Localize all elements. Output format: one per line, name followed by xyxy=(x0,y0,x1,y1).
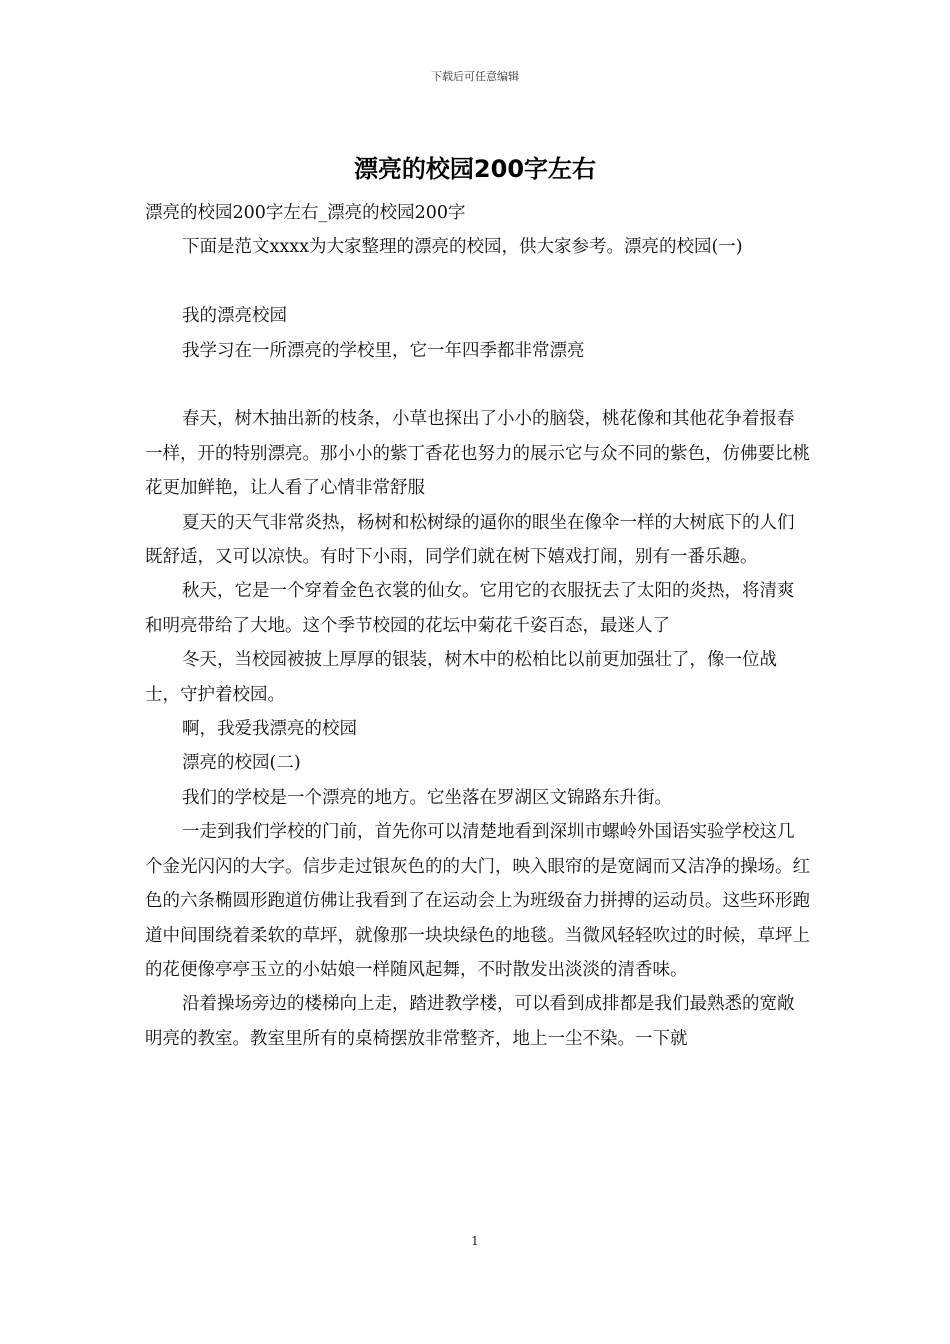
opening-sentence: 我学习在一所漂亮的学校里，它一年四季都非常漂亮 xyxy=(182,340,585,361)
blank-line xyxy=(145,265,810,299)
document-body xyxy=(145,196,810,1056)
closing-line: 啊，我爱我漂亮的校园 xyxy=(182,719,357,740)
spring-paragraph: 春天，树木抽出新的枝条，小草也探出了小小的脑袋，桃花像和其他花争着报春一样，开的特别漂亮。那小小的紫丁香花也努力的展示它与众不同的紫色，仿佛要比桃花更加鲜艳，让人看了心情非常舒服 xyxy=(145,409,810,499)
school-gate-paragraph: 一走到我们学校的门前，首先你可以清楚地看到深圳市螺岭外国语实验学校这几个金光闪闪的大字。信步走过银灰色的的大门，映入眼帘的是宽阔而又洁净的操场。红色的六条椭圆形跑道仿佛让我看到了在运动会上为班级奋力拼搏的运动员。这些环形跑道中间围绕着柔软的草坪，就像那一块块绿色的地毯。当微风轻轻吹过的时候，草坪上的花便像亭亭玉立的小姑娘一样随风起舞，不时散发出淡淡的清香味。 xyxy=(145,822,810,980)
teaching-building-paragraph: 沿着操场旁边的楼梯向上走，踏进教学楼，可以看到成排都是我们最熟悉的宽敞明亮的教室。教室里所有的桌椅摆放非常整齐，地上一尘不染。一下就 xyxy=(145,994,795,1049)
school-location-paragraph: 我们的学校是一个漂亮的地方。它坐落在罗湖区文锦路东升街。 xyxy=(182,787,672,808)
page-number: 1 xyxy=(471,1234,479,1248)
page-header-note: 下载后可任意编辑 xyxy=(431,70,519,83)
autumn-paragraph: 秋天，它是一个穿着金色衣裳的仙女。它用它的衣服抚去了太阳的炎热，将清爽和明亮带给了大地。这个季节校园的花坛中菊花千姿百态，最迷人了 xyxy=(145,581,795,636)
winter-paragraph: 冬天，当校园被披上厚厚的银装，树木中的松柏比以前更加强壮了，像一位战士，守护着校园。 xyxy=(145,650,777,705)
essay-heading: 我的漂亮校园 xyxy=(182,306,287,327)
summer-paragraph: 夏天的天气非常炎热，杨树和松树绿的逼你的眼坐在像伞一样的大树底下的人们既舒适，又可以凉快。有时下小雨，同学们就在树下嬉戏打闹，别有一番乐趣。 xyxy=(145,512,795,568)
document-title: 漂亮的校园200字左右 xyxy=(353,155,597,183)
subtitle-line: 漂亮的校园200字左右_漂亮的校园200字 xyxy=(145,203,466,223)
intro-paragraph: 下面是范文xxxx为大家整理的漂亮的校园，供大家参考。漂亮的校园(一) xyxy=(182,237,743,258)
blank-line xyxy=(145,368,810,402)
section-heading-two: 漂亮的校园(二) xyxy=(182,753,301,774)
